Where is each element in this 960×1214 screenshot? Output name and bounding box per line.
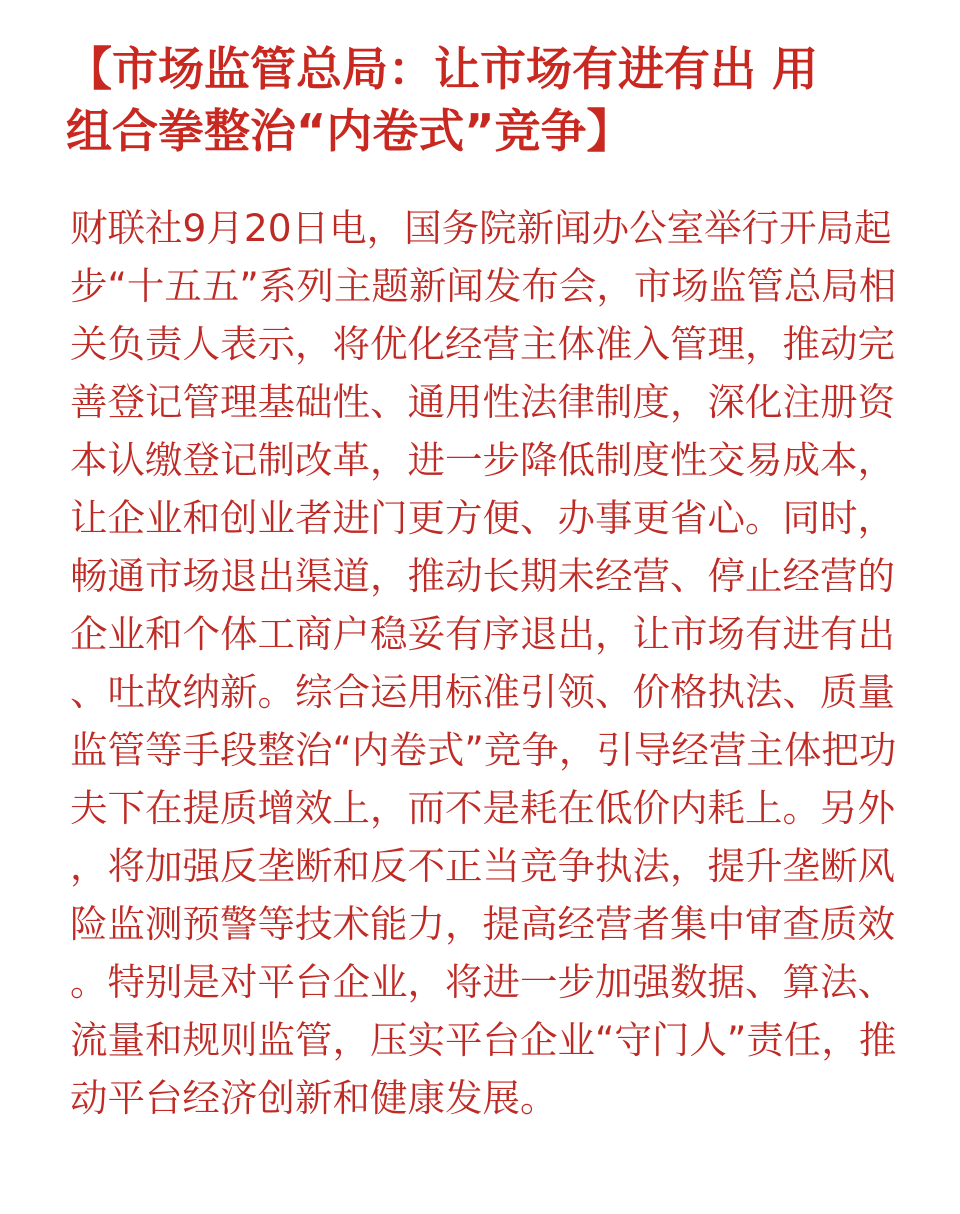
body-line-11: 夫下在提质增效上，而不是耗在低价内耗上。另外 (70, 786, 895, 830)
body-line-13: 险监测预警等技术能力，提高经营者集中审查质效 (70, 902, 895, 946)
body-line-5: 本认缴登记制改革，进一步降低制度性交易成本， (70, 438, 895, 482)
body-line-4: 善登记管理基础性、通用性法律制度，深化注册资 (70, 380, 895, 424)
article-headline (66, 38, 818, 162)
body-line-12: ，将加强反垄断和反不正当竞争执法，提升垄断风 (70, 844, 895, 888)
body-line-1: 财联社9月20日电，国务院新闻办公室举行开局起 (70, 206, 892, 250)
headline-line-1: 【市场监管总局：让市场有进有出 用 (66, 42, 819, 96)
headline-line-2: 组合拳整治“内卷式”竞争】 (66, 104, 633, 158)
body-line-10: 监管等手段整治“内卷式”竞争，引导经营主体把功 (70, 728, 897, 772)
body-line-14: 。特别是对平台企业，将进一步加强数据、算法、 (70, 960, 895, 1004)
body-line-6: 让企业和创业者进门更方便、办事更省心。同时， (70, 496, 895, 540)
body-line-8: 企业和个体工商户稳妥有序退出，让市场有进有出 (70, 612, 895, 656)
body-line-9: 、吐故纳新。综合运用标准引领、价格执法、质量 (70, 670, 895, 714)
body-line-15: 流量和规则监管，压实平台企业“守门人”责任，推 (70, 1018, 897, 1062)
body-line-3: 关负责人表示，将优化经营主体准入管理，推动完 (70, 322, 895, 366)
article-body (70, 199, 896, 1127)
body-line-7: 畅通市场退出渠道，推动长期未经营、停止经营的 (70, 554, 895, 598)
body-line-16: 动平台经济创新和健康发展。 (70, 1076, 558, 1120)
body-line-2: 步“十五五”系列主题新闻发布会，市场监管总局相 (70, 264, 897, 308)
